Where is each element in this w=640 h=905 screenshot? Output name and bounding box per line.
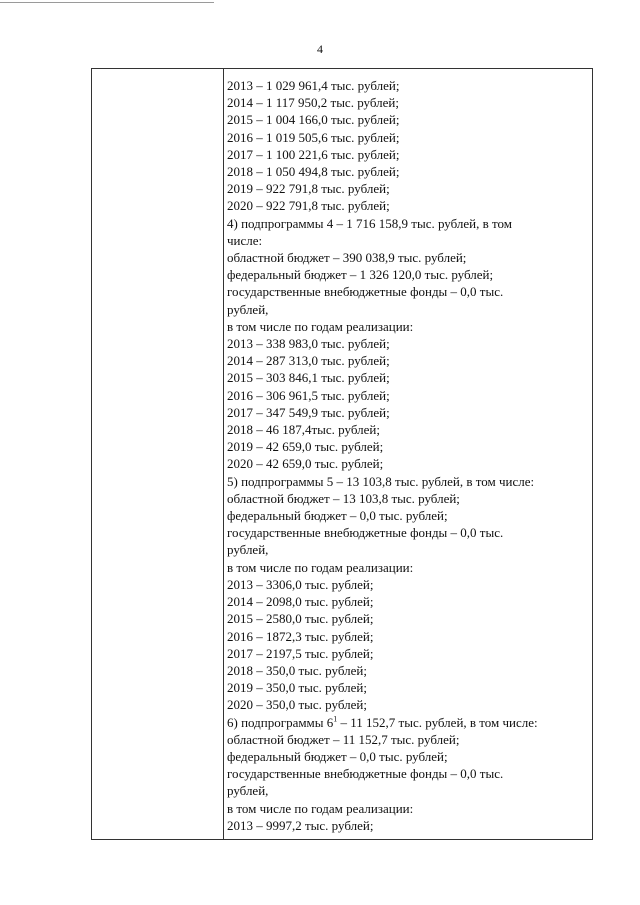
text-line: 4) подпрограммы 4 – 1 716 158,9 тыс. рублей, в том [227,215,512,231]
text-line: рублей, [227,301,269,317]
text-line: областной бюджет – 390 038,9 тыс. рублей; [227,250,467,266]
text-line-part: – 11 152,7 тыс. рублей, в том числе: [337,714,538,730]
text-line: 2016 – 306 961,5 тыс. рублей; [227,387,390,403]
text-line: 2016 – 1 019 505,6 тыс. рублей; [227,129,400,145]
text-line: 2017 – 1 100 221,6 тыс. рублей; [227,146,400,162]
text-line: областной бюджет – 11 152,7 тыс. рублей; [227,731,460,747]
text-line: 5) подпрограммы 5 – 13 103,8 тыс. рублей, в том числе: [227,473,535,489]
text-line: 2014 – 287 313,0 тыс. рублей; [227,353,390,369]
text-line: 2020 – 922 791,8 тыс. рублей; [227,198,390,214]
text-line: 2020 – 42 659,0 тыс. рублей; [227,456,384,472]
text-line: 2016 – 1872,3 тыс. рублей; [227,628,374,644]
superscript: 1 [333,714,338,724]
text-line: 2019 – 42 659,0 тыс. рублей; [227,439,384,455]
text-line: 2013 – 1 029 961,4 тыс. рублей; [227,78,400,93]
text-line: 2018 – 350,0 тыс. рублей; [227,662,367,678]
text-line: рублей, [227,783,269,799]
text-line: 2013 – 9997,2 тыс. рублей; [227,817,374,833]
text-line: в том числе по годам реализации: [227,318,414,334]
text-line: государственные внебюджетные фонды – 0,0 тыс. [227,284,504,300]
text-line: 2014 – 1 117 950,2 тыс. рублей; [227,95,399,111]
text-line: 2019 – 350,0 тыс. рублей; [227,680,367,696]
text-line: 2018 – 1 050 494,8 тыс. рублей; [227,164,400,180]
text-line: рублей, [227,542,269,558]
text-line: 2019 – 922 791,8 тыс. рублей; [227,181,390,197]
text-line: федеральный бюджет – 0,0 тыс. рублей; [227,508,448,524]
scan-edge-mark [0,2,214,3]
text-line: федеральный бюджет – 0,0 тыс. рублей; [227,748,448,764]
text-line: в том числе по годам реализации: [227,800,414,816]
text-line: 2013 – 3306,0 тыс. рублей; [227,576,374,592]
funding-text-column [227,77,587,834]
column-divider [223,69,224,839]
document-table [91,68,593,840]
text-line: 2020 – 350,0 тыс. рублей; [227,697,367,713]
text-line: государственные внебюджетные фонды – 0,0 тыс. [227,766,504,782]
text-line: государственные внебюджетные фонды – 0,0 тыс. [227,525,504,541]
text-line: 2017 – 347 549,9 тыс. рублей; [227,404,390,420]
text-line [227,714,587,731]
text-line: 2014 – 2098,0 тыс. рублей; [227,594,374,610]
text-line: 2013 – 338 983,0 тыс. рублей; [227,336,390,352]
text-line: федеральный бюджет – 1 326 120,0 тыс. рублей; [227,267,494,283]
text-line: 2017 – 2197,5 тыс. рублей; [227,645,374,661]
text-line: 2015 – 1 004 166,0 тыс. рублей; [227,112,400,128]
text-line: 2015 – 303 846,1 тыс. рублей; [227,370,390,386]
page-number: 4 [317,42,323,56]
text-line: областной бюджет – 13 103,8 тыс. рублей; [227,490,460,506]
text-line: 2018 – 46 187,4тыс. рублей; [227,422,380,438]
text-line-part: 6) подпрограммы 6 [227,714,334,730]
text-line: в том числе по годам реализации: [227,559,414,575]
text-line: числе: [227,232,263,248]
text-line: 2015 – 2580,0 тыс. рублей; [227,611,374,627]
